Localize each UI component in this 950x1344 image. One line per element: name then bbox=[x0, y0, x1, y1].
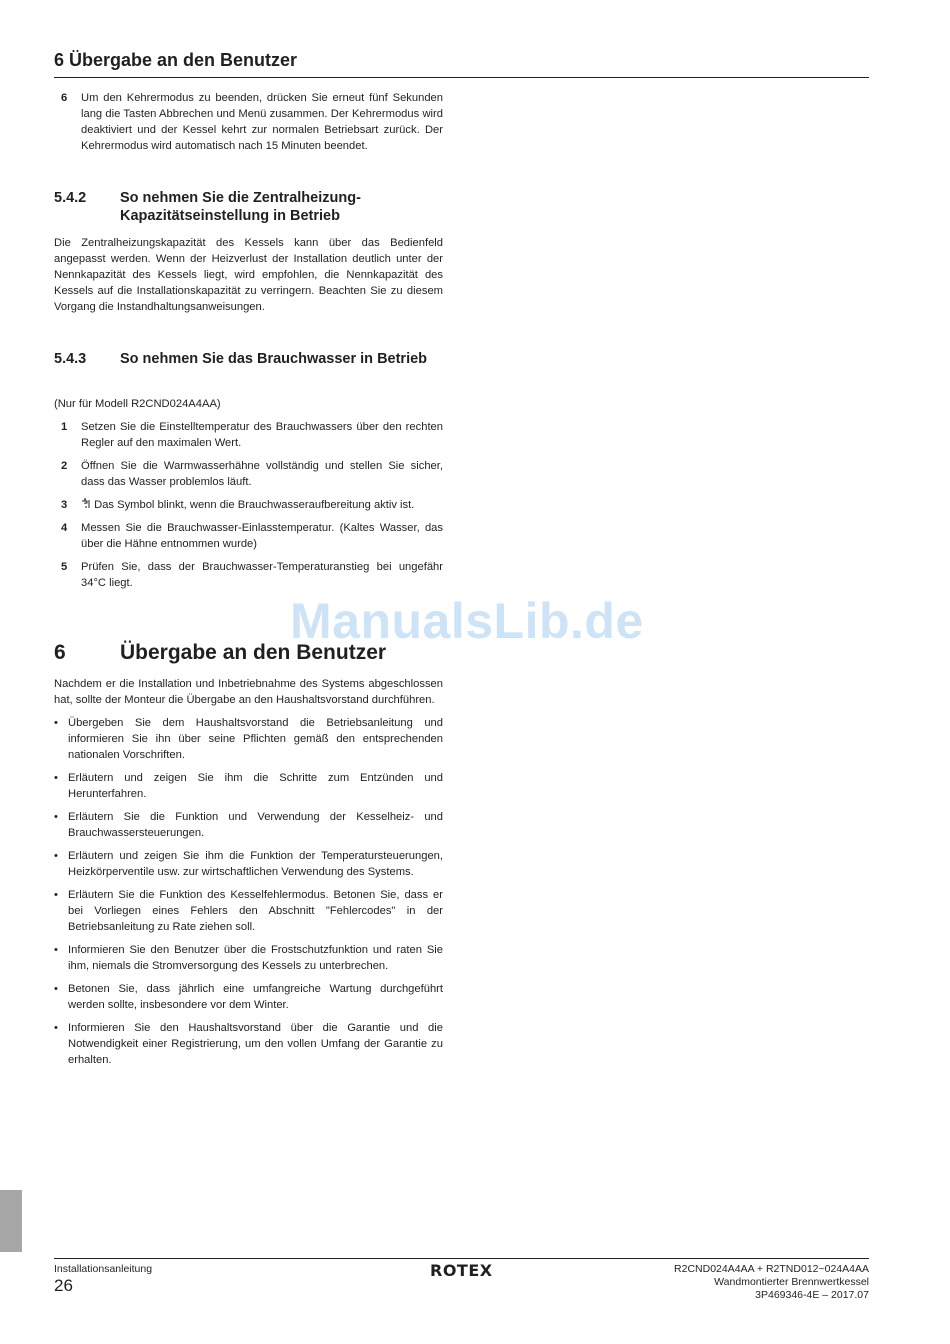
step-item bbox=[54, 458, 443, 490]
bullet-marker: • bbox=[54, 850, 58, 862]
list-item bbox=[54, 809, 443, 841]
bullet-marker: • bbox=[54, 889, 58, 901]
list-item bbox=[54, 715, 443, 763]
section-543-heading bbox=[54, 350, 443, 368]
list-item-text: Erläutern Sie die Funktion des Kesselfehlermodus. Betonen Sie, dass er bei Vorliegen eines Fehlers den Abschnitt "Fehlercodes" in der Betriebsanleitung zu Rate ziehen soll. bbox=[68, 889, 443, 933]
bullet-marker: • bbox=[54, 983, 58, 995]
section-542-heading bbox=[54, 189, 443, 225]
list-item bbox=[54, 770, 443, 802]
page-number: 26 bbox=[54, 1276, 73, 1295]
footer-divider bbox=[54, 1258, 869, 1259]
section-title: So nehmen Sie die Zentralheizung-Kapazitätseinstellung in Betrieb bbox=[120, 190, 361, 224]
footer-product: Wandmontierter Brennwertkessel bbox=[714, 1276, 869, 1288]
step-number: 1 bbox=[61, 421, 68, 433]
footer-model: R2CND024A4AA + R2TND012~024A4AA bbox=[674, 1263, 869, 1275]
step-text: Öffnen Sie die Warmwasserhähne vollständig und stellen Sie sicher, dass das Wasser problemlos läuft. bbox=[81, 460, 443, 488]
section-6-body bbox=[54, 676, 443, 1068]
section-number: 5.4.2 bbox=[54, 190, 87, 206]
section-number: 6 bbox=[54, 641, 66, 664]
list-item bbox=[54, 848, 443, 880]
step-item bbox=[54, 559, 443, 591]
section-title: Übergabe an den Benutzer bbox=[120, 641, 387, 664]
list-item bbox=[54, 942, 443, 974]
list-item-text: Erläutern und zeigen Sie ihm die Schritte zum Entzünden und Herunterfahren. bbox=[68, 772, 443, 800]
footer-doc-type: Installationsanleitung bbox=[54, 1263, 153, 1275]
bullet-marker: • bbox=[54, 1022, 58, 1034]
list-item-text: Informieren Sie den Benutzer über die Frostschutzfunktion und raten Sie ihm, niemals die Stromversorgung des Kessels zu unterbrechen. bbox=[68, 944, 443, 972]
list-item bbox=[54, 1020, 443, 1068]
list-item bbox=[54, 887, 443, 935]
bullet-marker: • bbox=[54, 811, 58, 823]
page-header-title: 6 Übergabe an den Benutzer bbox=[54, 50, 298, 70]
model-note: (Nur für Modell R2CND024A4AA) bbox=[54, 398, 221, 410]
header-divider bbox=[54, 77, 869, 78]
footer-doc-id: 3P469346-4E – 2017.07 bbox=[755, 1289, 869, 1301]
tap-water-icon bbox=[81, 498, 91, 509]
step-item bbox=[54, 520, 443, 552]
step-item bbox=[54, 419, 443, 451]
step-item bbox=[54, 90, 443, 154]
list-item-text: Betonen Sie, dass jährlich eine umfangreiche Wartung durchgeführt werden sollte, insbesondere vor dem Winter. bbox=[68, 983, 443, 1011]
rotex-logo: ROTEX bbox=[430, 1261, 493, 1280]
step-item bbox=[54, 497, 443, 513]
step-text: Messen Sie die Brauchwasser-Einlasstemperatur. (Kaltes Wasser, das über die Hähne entnommen wurde) bbox=[81, 522, 443, 550]
list-item-text: Übergeben Sie dem Haushaltsvorstand die Betriebsanleitung und informieren Sie ihn über seine Pflichten gemäß den entsprechenden nationalen Vorschriften. bbox=[68, 717, 443, 761]
bullet-marker: • bbox=[54, 717, 58, 729]
step-text: Setzen Sie die Einstelltemperatur des Brauchwassers über den rechten Regler auf den maximalen Wert. bbox=[81, 421, 443, 449]
paragraph: Nachdem er die Installation und Inbetriebnahme des Systems abgeschlossen hat, sollte der Monteur die Übergabe an den Haushaltsvorstand durchführen. bbox=[54, 678, 443, 706]
section-title: So nehmen Sie das Brauchwasser in Betrieb bbox=[120, 351, 428, 367]
section-542-body bbox=[54, 235, 443, 315]
step-number: 6 bbox=[61, 92, 68, 104]
list-item-text: Informieren Sie den Haushaltsvorstand über die Garantie und die Notwendigkeit einer Registrierung, um den vollen Umfang der Garantie zu erhalten. bbox=[68, 1022, 443, 1066]
step-number: 4 bbox=[61, 522, 68, 534]
section-543-body bbox=[54, 396, 443, 591]
watermark: ManualsLib.de bbox=[290, 593, 644, 649]
step-number: 2 bbox=[61, 460, 68, 472]
list-item-text: Erläutern Sie die Funktion und Verwendung der Kesselheiz- und Brauchwassersteuerungen. bbox=[68, 811, 443, 839]
step-text: Das Symbol blinkt, wenn die Brauchwasseraufbereitung aktiv ist. bbox=[94, 499, 415, 511]
step-number: 5 bbox=[61, 561, 68, 573]
bullet-marker: • bbox=[54, 944, 58, 956]
paragraph: Die Zentralheizungskapazität des Kessels kann über das Bedienfeld angepasst werden. Wenn der Heizverlust der Installation deutlich unter der Nennkapazität des Kessels liegt, wird empfohlen, die Nennkapazität des Kessels auf die Installationskapazität zu verringern. Beachten Sie zu diesem Vorgang die Instandhaltungsanweisungen. bbox=[54, 237, 443, 313]
step-number: 3 bbox=[61, 499, 68, 511]
intro-step bbox=[54, 90, 443, 154]
step-text: Prüfen Sie, dass der Brauchwasser-Temperaturanstieg bei ungefähr 34°C liegt. bbox=[81, 561, 443, 589]
step-text: Um den Kehrermodus zu beenden, drücken Sie erneut fünf Sekunden lang die Tasten Abbrechen und Menü zusammen. Der Kehrermodus wird deaktiviert und der Kessel kehrt zur normalen Betriebsart zurück. Der Kehrermodus wird automatisch nach 15 Minuten beendet. bbox=[81, 92, 443, 152]
section-number: 5.4.3 bbox=[54, 351, 87, 367]
chapter-side-tab bbox=[0, 1190, 22, 1252]
bullet-marker: • bbox=[54, 772, 58, 784]
list-item bbox=[54, 981, 443, 1013]
list-item-text: Erläutern und zeigen Sie ihm die Funktion der Temperatursteuerungen, Heizkörperventile usw. zur wirtschaftlichen Verwendung des Systems. bbox=[68, 850, 443, 878]
